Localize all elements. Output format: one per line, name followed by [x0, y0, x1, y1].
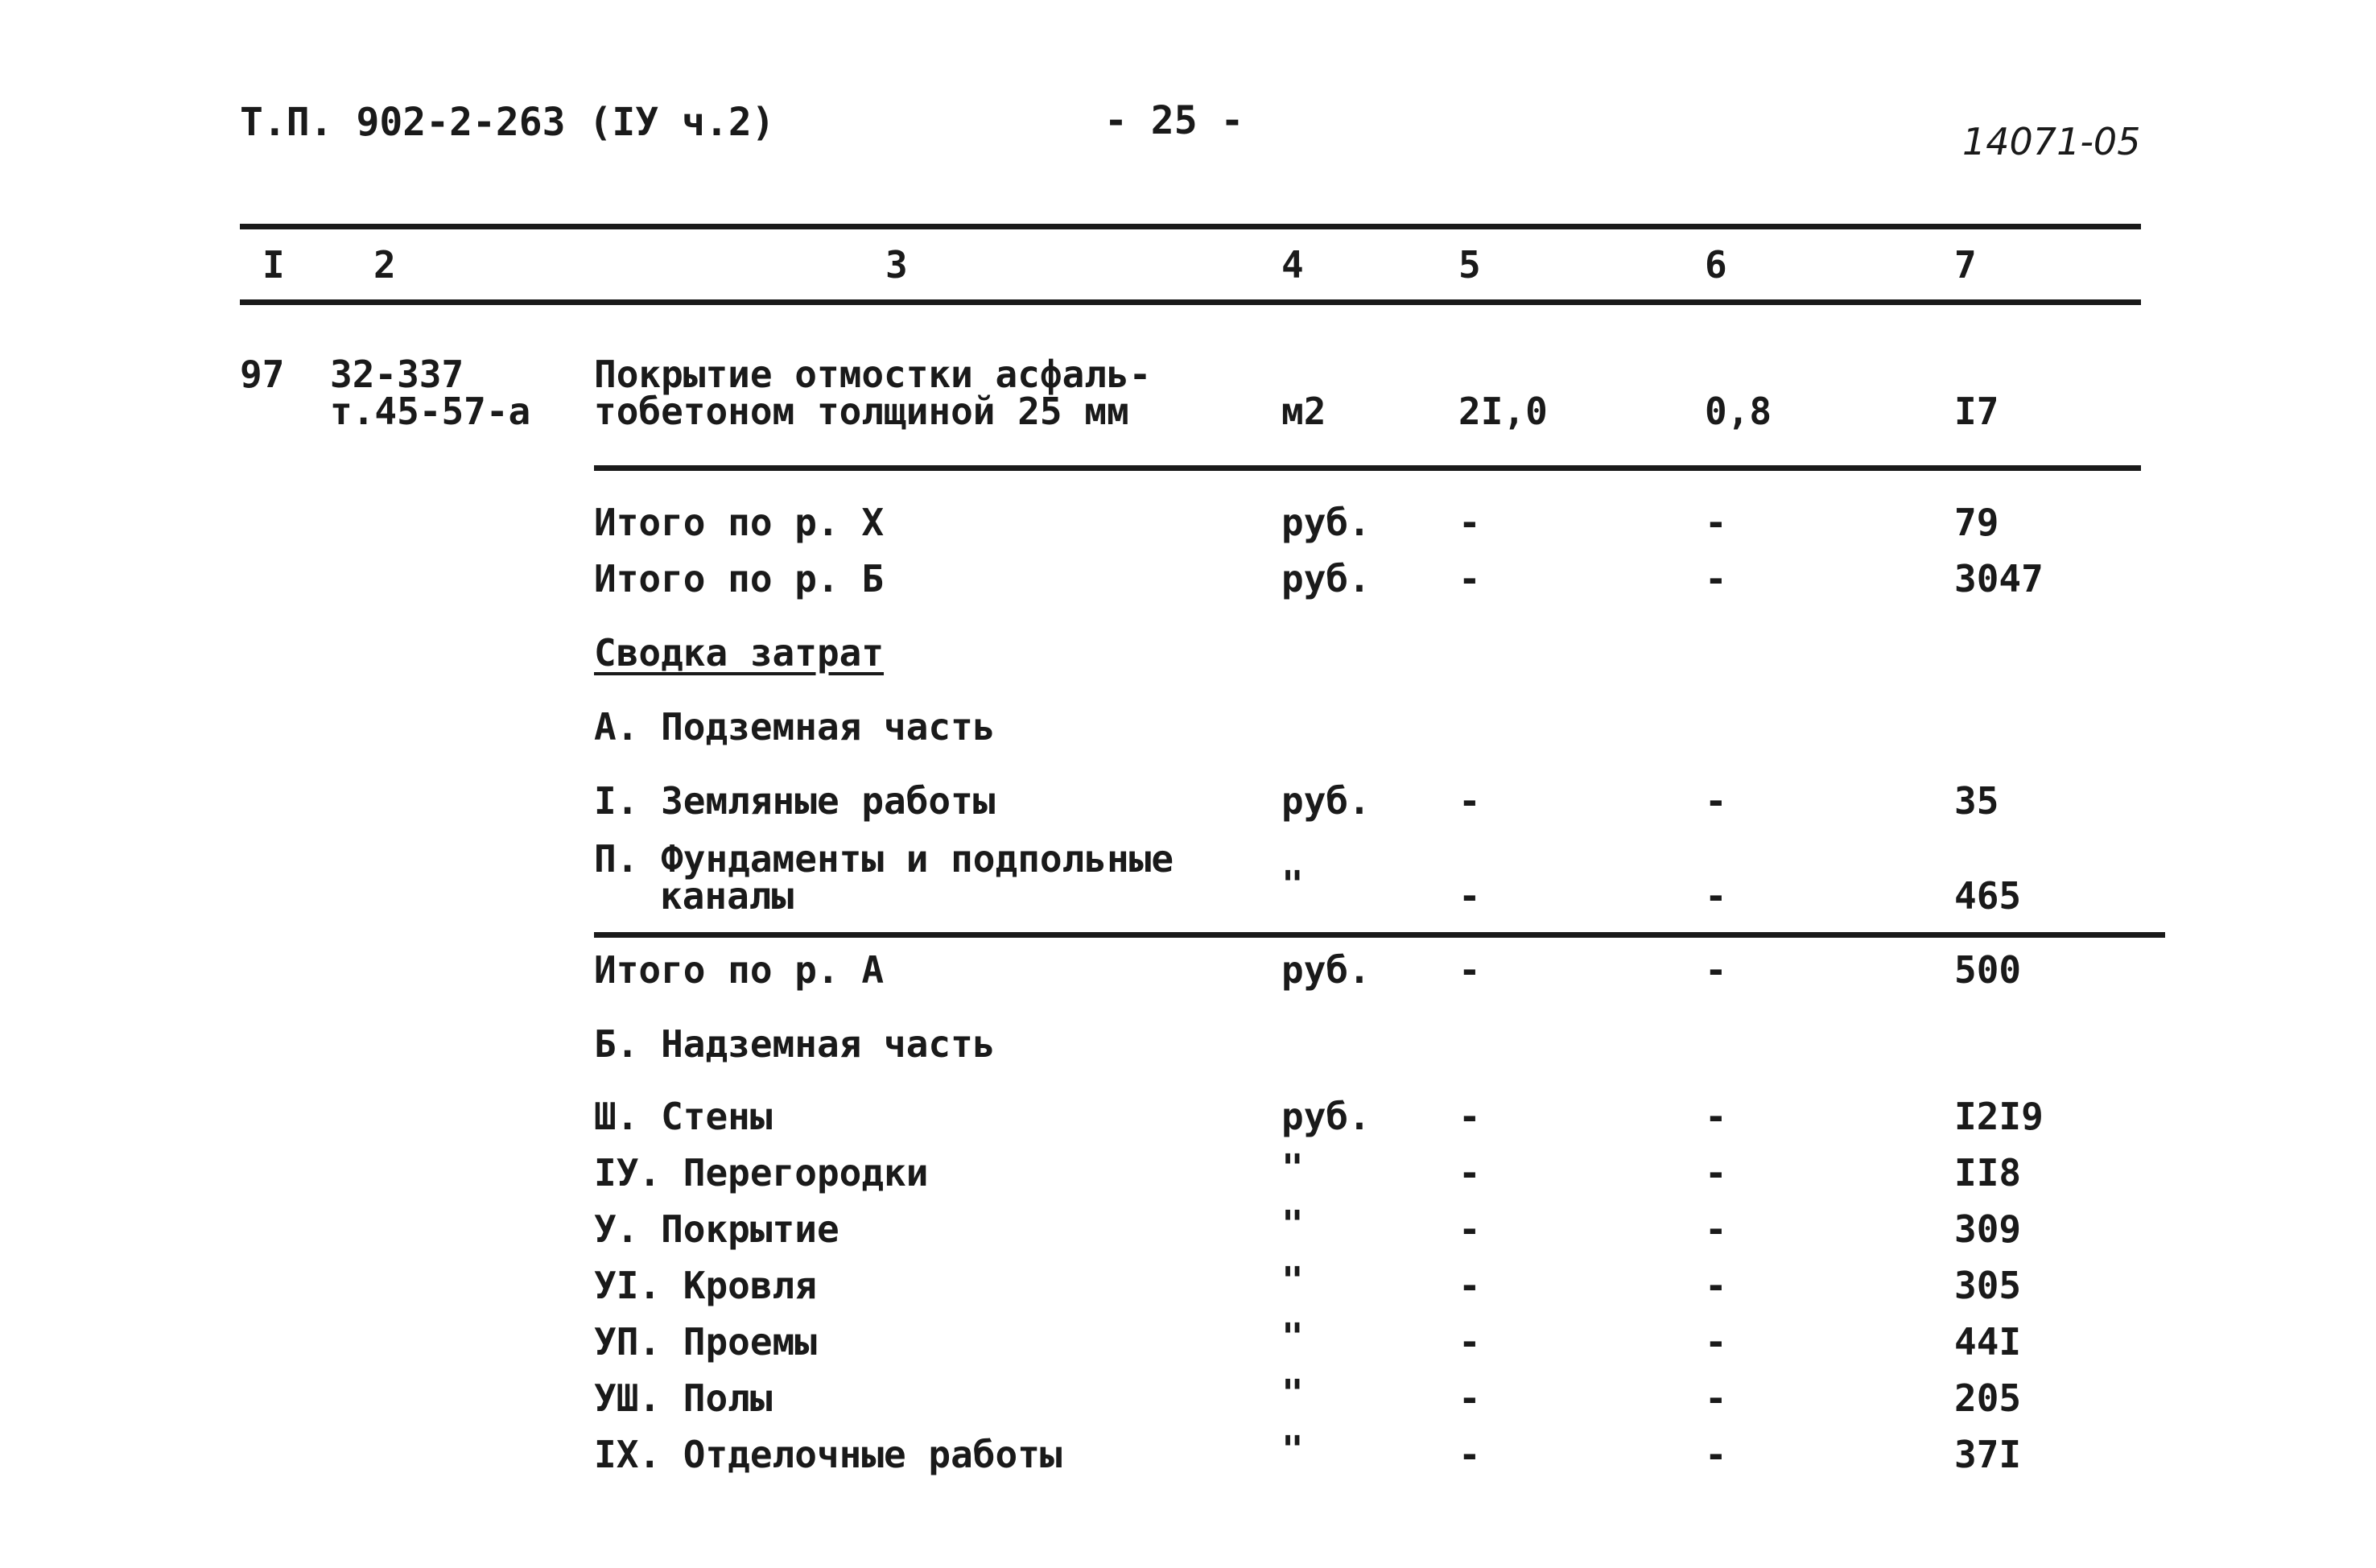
header-rule [240, 299, 2141, 305]
total-label: Итого по р. Б [594, 557, 885, 600]
row-label: УШ. Полы [594, 1376, 773, 1420]
row-value: 44I [1954, 1320, 2022, 1364]
row-label-cont: каналы [660, 874, 794, 918]
dash-cell: - [1705, 874, 1727, 918]
sheet-code: 14071-05 [1962, 120, 2141, 163]
dash-cell: - [1705, 1095, 1727, 1138]
total-unit: руб. [1281, 501, 1371, 544]
document-code: Т.П. 902-2-263 (IУ ч.2) [240, 100, 775, 145]
dash-cell: - [1705, 1320, 1727, 1364]
dash-cell: - [1705, 779, 1727, 823]
row-label: У. Покрытие [594, 1207, 839, 1251]
dash-cell: - [1458, 557, 1481, 600]
item-unit-price: 0,8 [1705, 390, 1772, 433]
column-header: 6 [1705, 243, 1727, 287]
row-value: 205 [1954, 1376, 2022, 1420]
dash-cell: - [1458, 1320, 1481, 1364]
dash-cell: - [1705, 557, 1727, 600]
row-unit: " [1281, 863, 1304, 906]
row-unit: руб. [1281, 1095, 1371, 1138]
column-header: 7 [1954, 243, 1977, 287]
column-header: 2 [373, 243, 396, 287]
total-unit: руб. [1281, 948, 1371, 992]
row-value: 37I [1954, 1433, 2022, 1476]
row-label: УП. Проемы [594, 1320, 817, 1364]
dash-cell: - [1458, 1095, 1481, 1138]
row-label: УI. Кровля [594, 1264, 817, 1307]
page-number: - 25 - [1104, 98, 1244, 143]
row-label: Ш. Стены [594, 1095, 773, 1138]
row-value: 305 [1954, 1264, 2022, 1307]
item-description: Покрытие отмостки асфаль- [594, 353, 1152, 396]
item-description-cont: тобетоном толщиной 25 мм [594, 390, 1129, 433]
row-value: I2I9 [1954, 1095, 2044, 1138]
row-value: 309 [1954, 1207, 2022, 1251]
dash-cell: - [1705, 1264, 1727, 1307]
row-unit: " [1281, 1315, 1304, 1359]
column-header: 3 [885, 243, 908, 287]
dash-cell: - [1458, 501, 1481, 544]
item-code: 32-337 [330, 353, 464, 396]
dash-cell: - [1705, 1376, 1727, 1420]
item-unit: м2 [1281, 390, 1326, 433]
item-number: 97 [240, 353, 285, 396]
row-unit: " [1281, 1203, 1304, 1246]
dash-cell: - [1705, 948, 1727, 992]
dash-cell: - [1705, 1433, 1727, 1476]
section-a-title: А. Подземная часть [594, 705, 996, 749]
row-unit: руб. [1281, 779, 1371, 823]
dash-cell: - [1458, 1376, 1481, 1420]
dash-cell: - [1705, 1207, 1727, 1251]
section-b-title: Б. Надземная часть [594, 1022, 996, 1066]
row-unit: " [1281, 1146, 1304, 1190]
dash-cell: - [1458, 1264, 1481, 1307]
row-label: IX. Отделочные работы [594, 1433, 1062, 1476]
column-header: 4 [1281, 243, 1304, 287]
dash-cell: - [1458, 1151, 1481, 1195]
row-value: 465 [1954, 874, 2022, 918]
dash-cell: - [1458, 1433, 1481, 1476]
total-value: 500 [1954, 948, 2022, 992]
row-unit: " [1281, 1259, 1304, 1302]
dash-cell: - [1705, 1151, 1727, 1195]
total-unit: руб. [1281, 557, 1371, 600]
dash-cell: - [1458, 948, 1481, 992]
row-value: 35 [1954, 779, 1999, 823]
row-label: IУ. Перегородки [594, 1151, 929, 1195]
column-header: 5 [1458, 243, 1481, 287]
row-label: I. Земляные работы [594, 779, 996, 823]
row-value: II8 [1954, 1151, 2022, 1195]
dash-cell: - [1458, 874, 1481, 918]
dash-cell: - [1705, 501, 1727, 544]
dash-cell: - [1458, 1207, 1481, 1251]
total-value: 79 [1954, 501, 1999, 544]
item-total: I7 [1954, 390, 1999, 433]
subtotal-rule [594, 465, 2141, 471]
item-quantity: 2I,0 [1458, 390, 1548, 433]
total-label: Итого по р. А [594, 948, 885, 992]
summary-title: Сводка затрат [594, 631, 885, 675]
row-unit: " [1281, 1372, 1304, 1415]
column-header: I [262, 243, 285, 287]
item-code-ref: т.45-57-а [330, 390, 531, 433]
section-a-rule [594, 932, 2165, 938]
row-label: П. Фундаменты и подпольные [594, 837, 1174, 881]
top-rule [240, 224, 2141, 229]
total-label: Итого по р. X [594, 501, 885, 544]
dash-cell: - [1458, 779, 1481, 823]
total-value: 3047 [1954, 557, 2044, 600]
row-unit: " [1281, 1428, 1304, 1471]
